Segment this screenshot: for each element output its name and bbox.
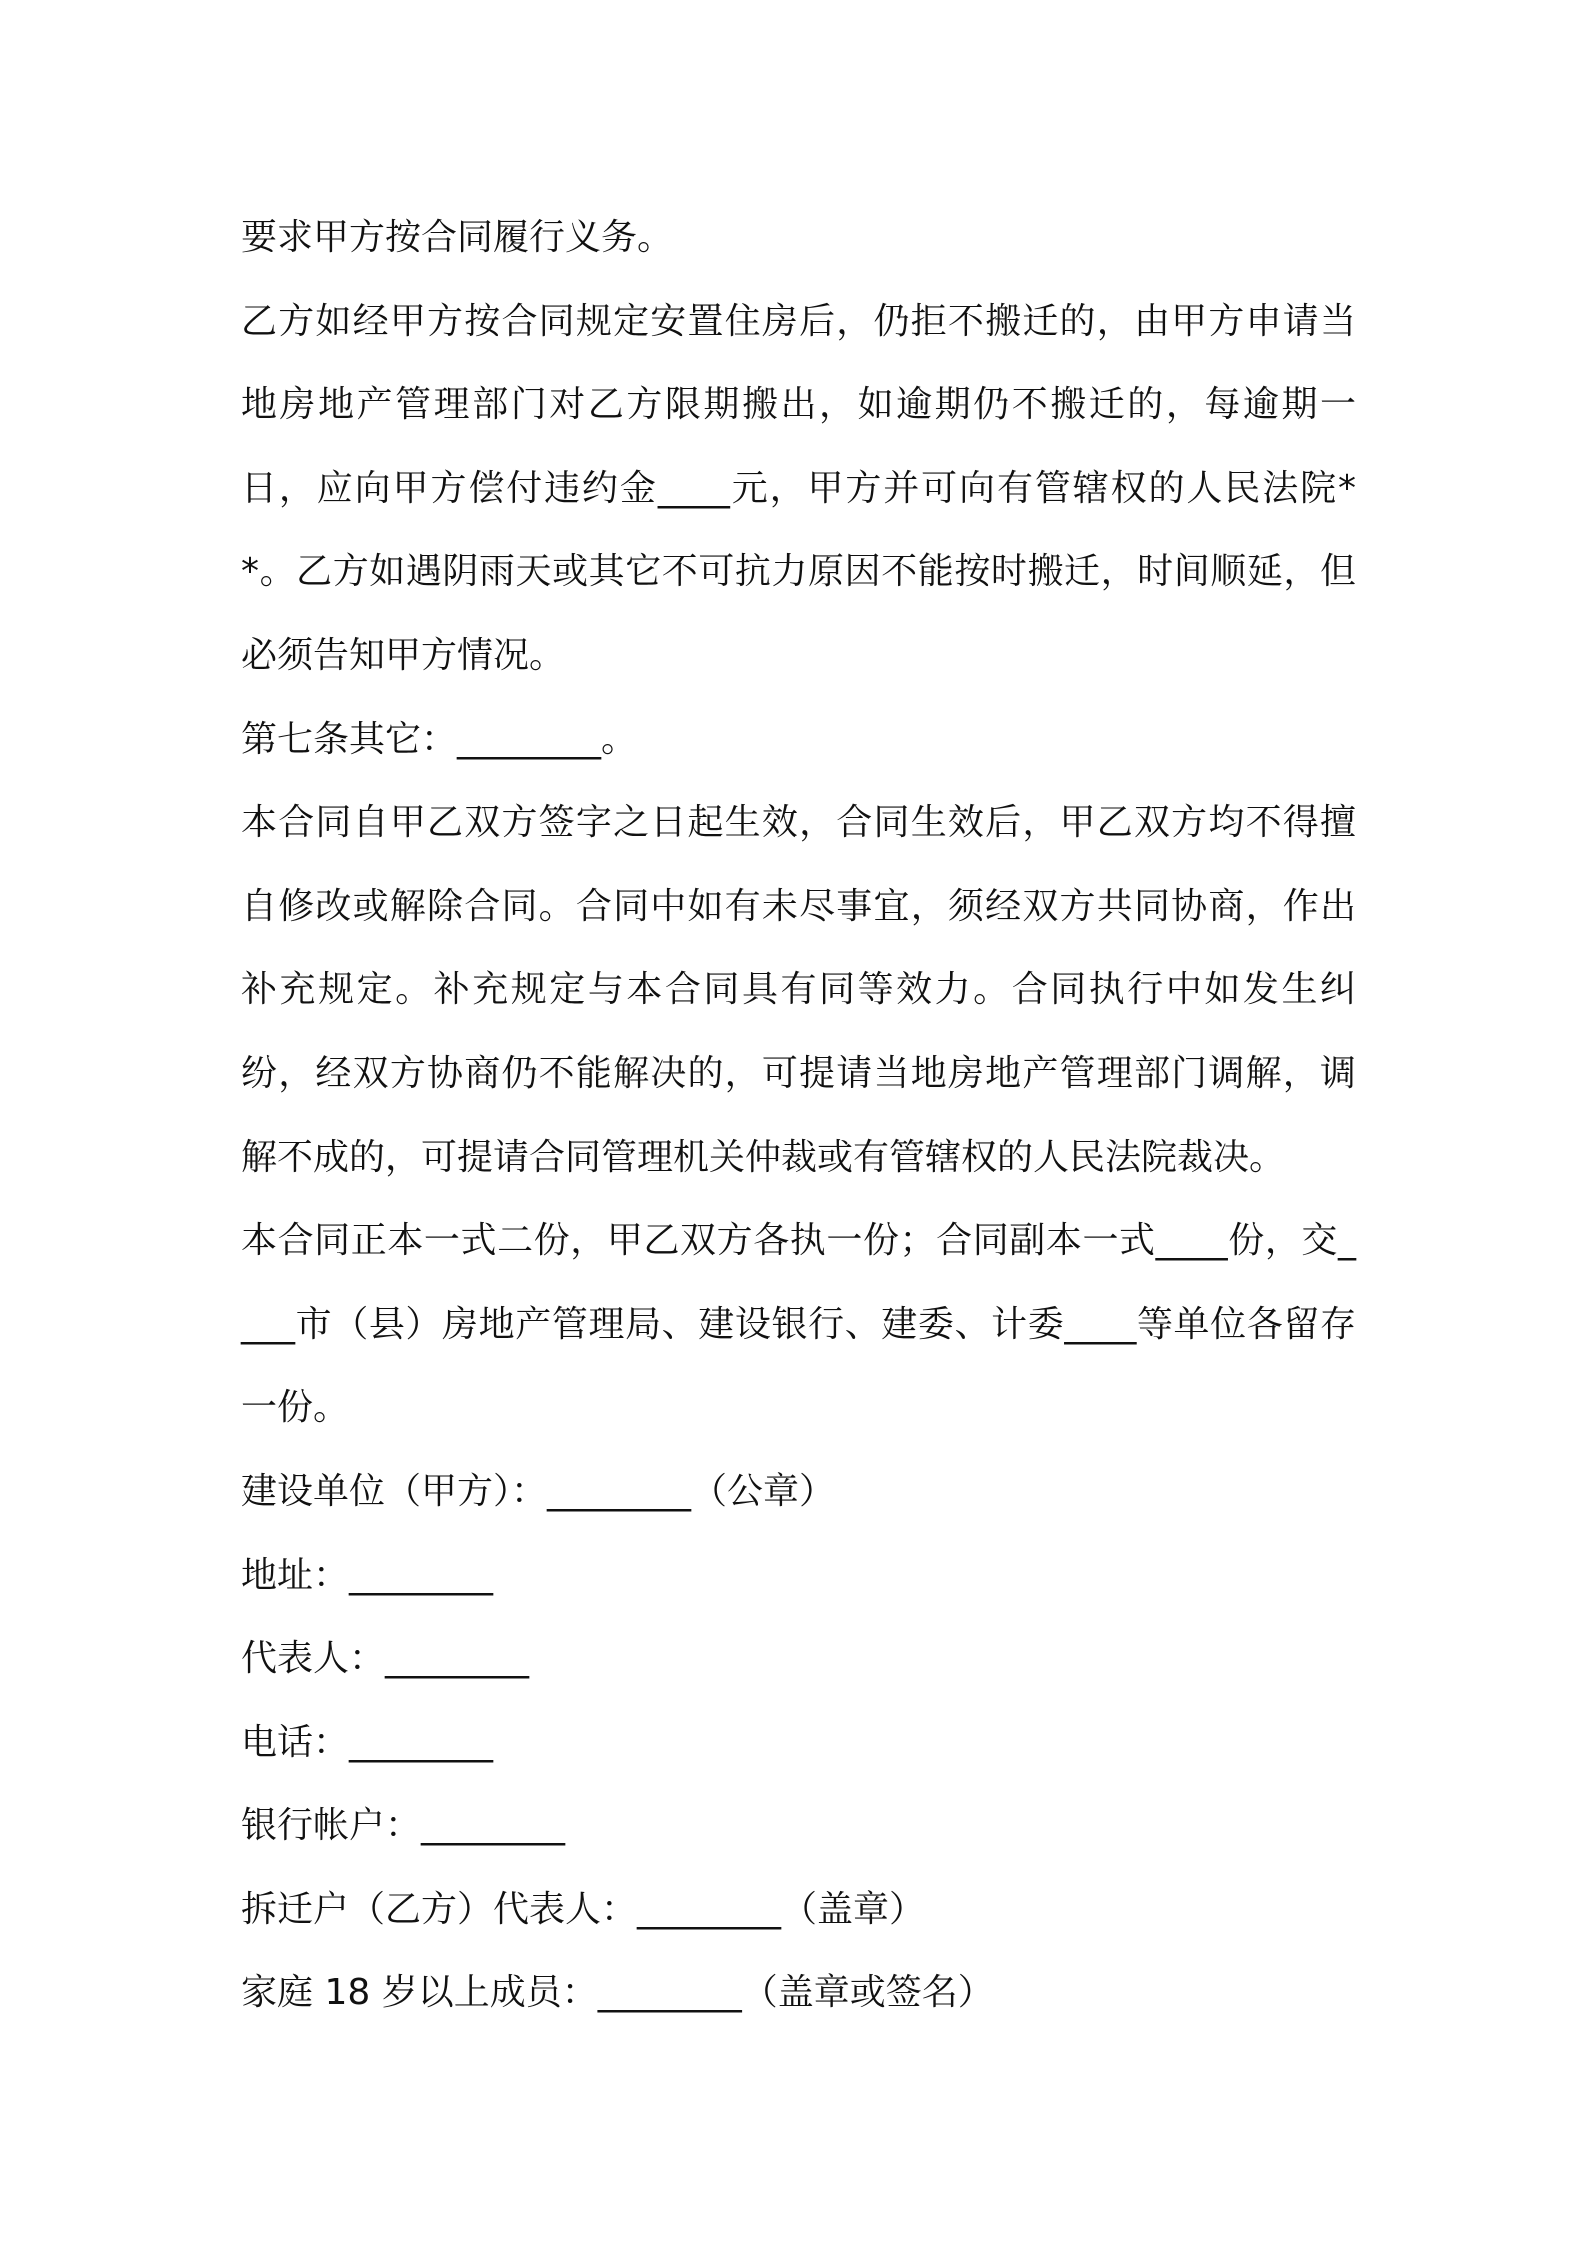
signature-line-builder: 建设单位（甲方）：________（公章） bbox=[241, 1470, 836, 1512]
paragraph-effectiveness: 本合同自甲乙双方签字之日起生效，合同生效后，甲乙双方均不得擅自修改或解除合同。合同中如有未尽事宜，须经双方共同协商，作出补充规定。补充规定与本合同具有同等效力。合同执行中如发生纠纷，经双方协商仍不能解决的，可提请当地房地产管理部门调解，调解不成的，可提请合同管理机关仲裁或有管辖权的人民法院裁决。 bbox=[241, 802, 1356, 1178]
signature-line-representative: 代表人：________ bbox=[241, 1638, 530, 1680]
signature-line-relocatee: 拆迁户（乙方）代表人：________（盖章） bbox=[241, 1888, 926, 1930]
signature-line-address: 地址：________ bbox=[241, 1554, 494, 1596]
paragraph-obligation: 要求甲方按合同履行义务。 bbox=[241, 217, 674, 258]
paragraph-copies: 本合同正本一式二份，甲乙双方各执一份；合同副本一式____份，交____市（县）房地产管理局、建设银行、建委、计委____等单位各留存一份。 bbox=[241, 1220, 1356, 1429]
signature-line-phone: 电话：________ bbox=[241, 1721, 494, 1763]
paragraph-article-seven: 第七条其它：________。 bbox=[241, 718, 638, 760]
paragraph-relocation-penalty: 乙方如经甲方按合同规定安置住房后，仍拒不搬迁的，由甲方申请当地房地产管理部门对乙方限期搬出，如逾期仍不搬迁的，每逾期一日，应向甲方偿付违约金____元，甲方并可向有管辖权的人民法院**。乙方如遇阴雨天或其它不可抗力原因不能按时搬迁，时间顺延，但必须告知甲方情况。 bbox=[241, 300, 1356, 676]
signature-line-bank-account: 银行帐户：________ bbox=[241, 1805, 566, 1847]
signature-line-family-members: 家庭 18 岁以上成员：________（盖章或签名） bbox=[241, 1972, 994, 2014]
document-body bbox=[241, 196, 1356, 2035]
